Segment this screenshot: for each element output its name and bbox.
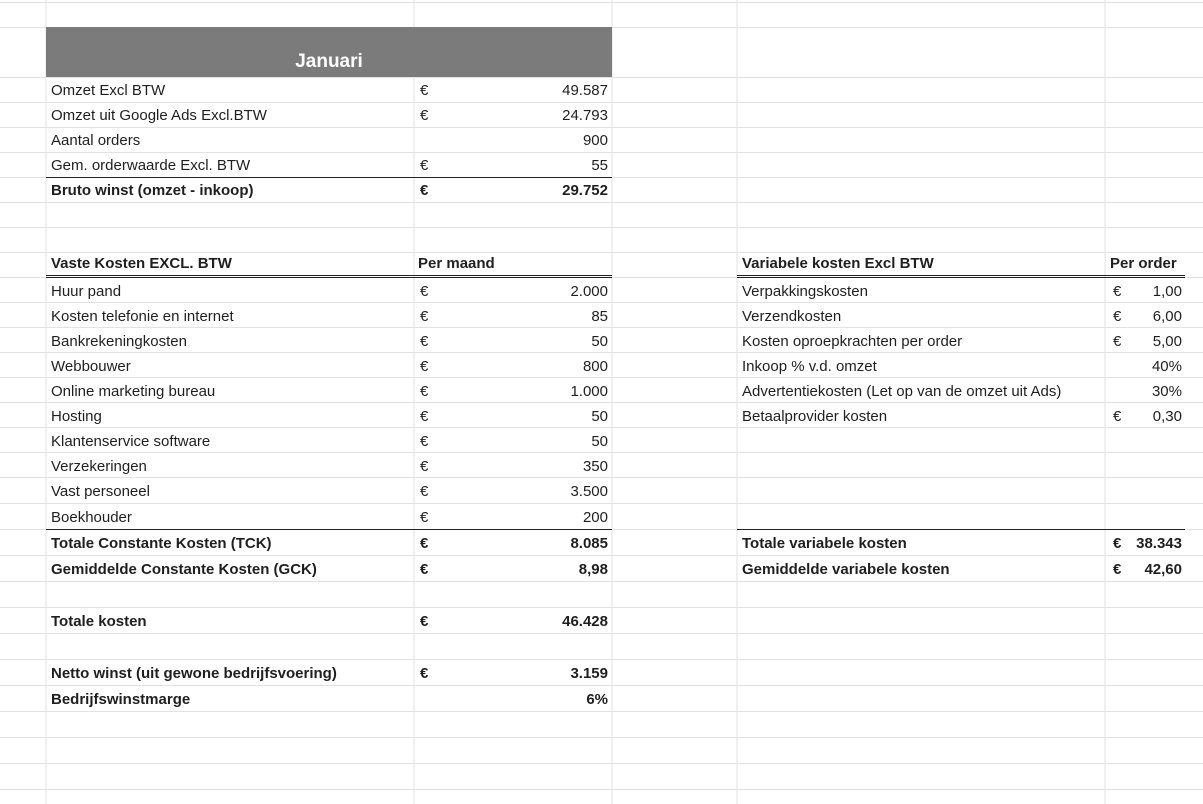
- summary-currency[interactable]: €: [420, 107, 429, 124]
- fixed-cost-label[interactable]: Hosting: [51, 408, 102, 425]
- fixed-cost-currency[interactable]: €: [420, 408, 429, 425]
- net-profit-label[interactable]: Netto winst (uit gewone bedrijfsvoering): [51, 665, 337, 682]
- fixed-total-currency[interactable]: €: [420, 535, 429, 552]
- summary-label[interactable]: Gem. orderwaarde Excl. BTW: [51, 157, 251, 174]
- gross-profit-label[interactable]: Bruto winst (omzet - inkoop): [51, 182, 254, 199]
- variable-total-label[interactable]: Totale variabele kosten: [742, 535, 907, 552]
- fixed-cost-currency[interactable]: €: [420, 509, 429, 526]
- variable-costs-header-border: [737, 275, 1185, 278]
- variable-cost-label[interactable]: Kosten oproepkrachten per order: [742, 333, 963, 350]
- fixed-cost-value[interactable]: 200: [582, 509, 608, 526]
- fixed-cost-value[interactable]: 85: [591, 308, 608, 325]
- variable-average-currency[interactable]: €: [1113, 561, 1122, 578]
- net-profit-value[interactable]: 3.159: [570, 665, 608, 682]
- variable-costs-column-header[interactable]: Per order: [1110, 255, 1177, 272]
- variable-cost-value[interactable]: 6,00: [1152, 308, 1182, 325]
- summary-value[interactable]: 900: [582, 132, 608, 149]
- fixed-cost-currency[interactable]: €: [420, 458, 429, 475]
- variable-totals-divider: [737, 529, 1185, 530]
- fixed-cost-value[interactable]: 50: [591, 333, 608, 350]
- fixed-cost-currency[interactable]: €: [420, 383, 429, 400]
- variable-average-label[interactable]: Gemiddelde variabele kosten: [742, 561, 950, 578]
- variable-average-value[interactable]: 42,60: [1144, 561, 1182, 578]
- variable-cost-value[interactable]: 30%: [1151, 383, 1182, 400]
- variable-cost-label[interactable]: Verpakkingskosten: [742, 283, 868, 300]
- summary-label[interactable]: Omzet Excl BTW: [51, 82, 166, 99]
- fixed-cost-value[interactable]: 3.500: [570, 483, 608, 500]
- month-title: Januari: [295, 51, 363, 72]
- gross-profit-value[interactable]: 29.752: [562, 182, 608, 199]
- fixed-total-label[interactable]: Totale Constante Kosten (TCK): [51, 535, 272, 552]
- fixed-cost-currency[interactable]: €: [420, 483, 429, 500]
- summary-currency[interactable]: €: [420, 82, 429, 99]
- fixed-cost-value[interactable]: 50: [591, 433, 608, 450]
- summary-value[interactable]: 55: [591, 157, 608, 174]
- summary-value[interactable]: 24.793: [562, 107, 608, 124]
- total-costs-currency[interactable]: €: [420, 613, 429, 630]
- variable-cost-currency[interactable]: €: [1113, 283, 1122, 300]
- profit-margin-value[interactable]: 6%: [586, 691, 608, 708]
- summary-value[interactable]: 49.587: [562, 82, 608, 99]
- variable-cost-value[interactable]: 40%: [1151, 358, 1182, 375]
- fixed-costs-column-header[interactable]: Per maand: [418, 255, 495, 272]
- variable-cost-currency[interactable]: €: [1113, 308, 1122, 325]
- fixed-cost-label[interactable]: Online marketing bureau: [51, 383, 216, 400]
- fixed-average-currency[interactable]: €: [420, 561, 429, 578]
- summary-label[interactable]: Omzet uit Google Ads Excl.BTW: [51, 107, 267, 124]
- variable-cost-value[interactable]: 0,30: [1152, 408, 1182, 425]
- fixed-cost-label[interactable]: Huur pand: [51, 283, 122, 300]
- variable-cost-value[interactable]: 1,00: [1152, 283, 1182, 300]
- fixed-cost-value[interactable]: 800: [582, 358, 608, 375]
- fixed-cost-currency[interactable]: €: [420, 333, 429, 350]
- variable-cost-currency[interactable]: €: [1113, 408, 1122, 425]
- fixed-cost-label[interactable]: Boekhouder: [51, 509, 132, 526]
- summary-label[interactable]: Aantal orders: [51, 132, 141, 149]
- fixed-cost-value[interactable]: 2.000: [570, 283, 608, 300]
- variable-cost-value[interactable]: 5,00: [1152, 333, 1182, 350]
- fixed-cost-currency[interactable]: €: [420, 358, 429, 375]
- variable-cost-label[interactable]: Betaalprovider kosten: [742, 408, 888, 425]
- variable-costs-header[interactable]: Variabele kosten Excl BTW: [742, 255, 934, 272]
- fixed-cost-currency[interactable]: €: [420, 433, 429, 450]
- variable-cost-currency[interactable]: €: [1113, 333, 1122, 350]
- summary-currency[interactable]: €: [420, 157, 429, 174]
- fixed-costs-header-border: [46, 275, 612, 278]
- net-profit-currency[interactable]: €: [420, 665, 429, 682]
- gross-profit-currency[interactable]: €: [420, 182, 429, 199]
- fixed-cost-value[interactable]: 350: [582, 458, 608, 475]
- variable-cost-label[interactable]: Advertentiekosten (Let op van de omzet uit Ads): [742, 383, 1062, 400]
- fixed-cost-label[interactable]: Vast personeel: [51, 483, 150, 500]
- total-costs-value[interactable]: 46.428: [562, 613, 608, 630]
- fixed-average-label[interactable]: Gemiddelde Constante Kosten (GCK): [51, 561, 317, 578]
- fixed-total-value[interactable]: 8.085: [570, 535, 608, 552]
- fixed-cost-label[interactable]: Kosten telefonie en internet: [51, 308, 234, 325]
- fixed-cost-value[interactable]: 50: [591, 408, 608, 425]
- fixed-totals-divider: [46, 529, 612, 530]
- fixed-costs-header[interactable]: Vaste Kosten EXCL. BTW: [51, 255, 232, 272]
- variable-total-currency[interactable]: €: [1113, 535, 1122, 552]
- fixed-cost-label[interactable]: Verzekeringen: [51, 458, 147, 475]
- fixed-cost-value[interactable]: 1.000: [570, 383, 608, 400]
- fixed-cost-label[interactable]: Webbouwer: [51, 358, 131, 375]
- fixed-average-value[interactable]: 8,98: [578, 561, 608, 578]
- fixed-cost-label[interactable]: Klantenservice software: [51, 433, 211, 450]
- total-costs-label[interactable]: Totale kosten: [51, 613, 147, 630]
- variable-cost-label[interactable]: Inkoop % v.d. omzet: [742, 358, 877, 375]
- variable-cost-label[interactable]: Verzendkosten: [742, 308, 842, 325]
- fixed-cost-label[interactable]: Bankrekeningkosten: [51, 333, 187, 350]
- variable-total-value[interactable]: 38.343: [1136, 535, 1182, 552]
- fixed-cost-currency[interactable]: €: [420, 283, 429, 300]
- fixed-cost-currency[interactable]: €: [420, 308, 429, 325]
- profit-margin-label[interactable]: Bedrijfswinstmarge: [51, 691, 191, 708]
